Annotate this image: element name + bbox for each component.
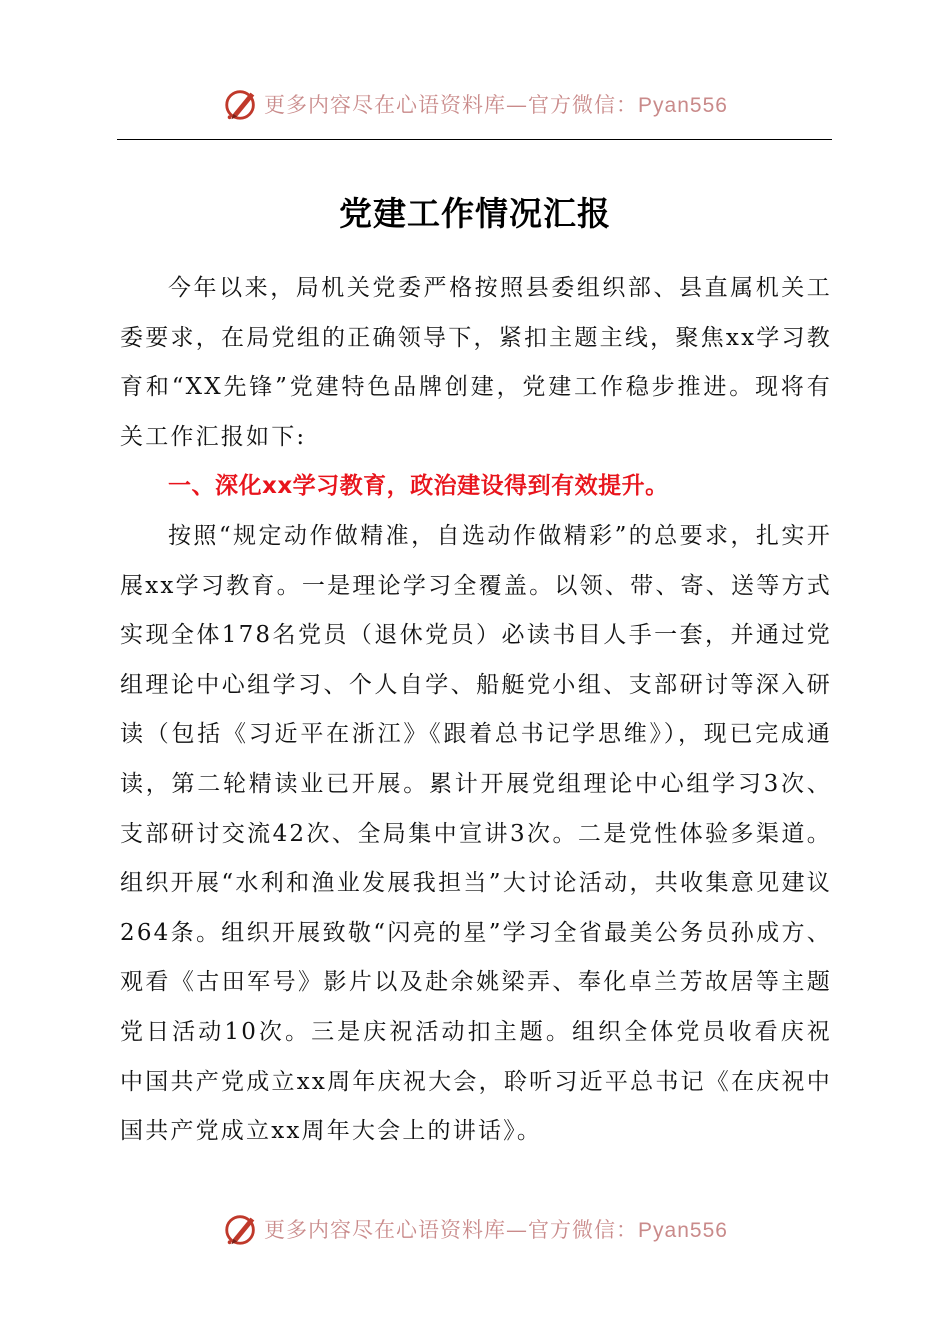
document-title: 党建工作情况汇报 [339,194,611,233]
section-heading: 一、深化xx学习教育，政治建设得到有效提升。 [168,473,669,500]
banner-text: 更多内容尽在心语资料库—官方微信：Pyan556 [264,1218,728,1242]
intro-paragraph: 今年以来，局机关党委严格按照县委组织部、县直属机关工委要求，在局党组的正确领导下，紧扣主题主线，聚焦xx学习教育和“XX先锋”党建特色品牌创建，党建工作稳步推进。现将有关工作汇报如下: [120,275,832,450]
header-divider [117,139,832,140]
section-paragraph: 按照“规定动作做精准，自选动作做精彩”的总要求，扎实开展xx学习教育。一是理论学习全覆盖。以领、带、寄、送等方式实现全体178名党员（退休党员）必读书目人手一套，并通过党组理论中心组学习、个人自学、船艇党小组、支部研讨等深入研读（包括《习近平在浙江》《跟着总书记学思维》），现已完成通读，第二轮精读业已开展。累计开展党组理论中心组学习3次、支部研讨交流42次、全局集中宣讲3次。二是党性体验多渠道。组织开展“水利和渔业发展我担当”大讨论活动，共收集意见建议264条。组织开展致敬“闪亮的星”学习全省最美公务员孙成方、观看《古田军号》影片以及赴余姚梁弄、奉化卓兰芳故居等主题党日活动10次。三是庆祝活动扣主题。组织全体党员收看庆祝中国共产党成立xx周年庆祝大会，聆听习近平总书记《在庆祝中国共产党成立xx周年大会上的讲话》。 [120,522,832,1145]
wechat-id: Pyan556 [638,1219,728,1242]
wechat-id: Pyan556 [638,94,728,117]
header-banner [0,79,950,129]
footer-banner [0,1204,950,1254]
pen-circle-logo-icon [222,85,260,123]
document-body [120,264,832,1157]
pen-circle-logo-icon [222,1210,260,1248]
banner-text: 更多内容尽在心语资料库—官方微信：Pyan556 [264,93,728,117]
